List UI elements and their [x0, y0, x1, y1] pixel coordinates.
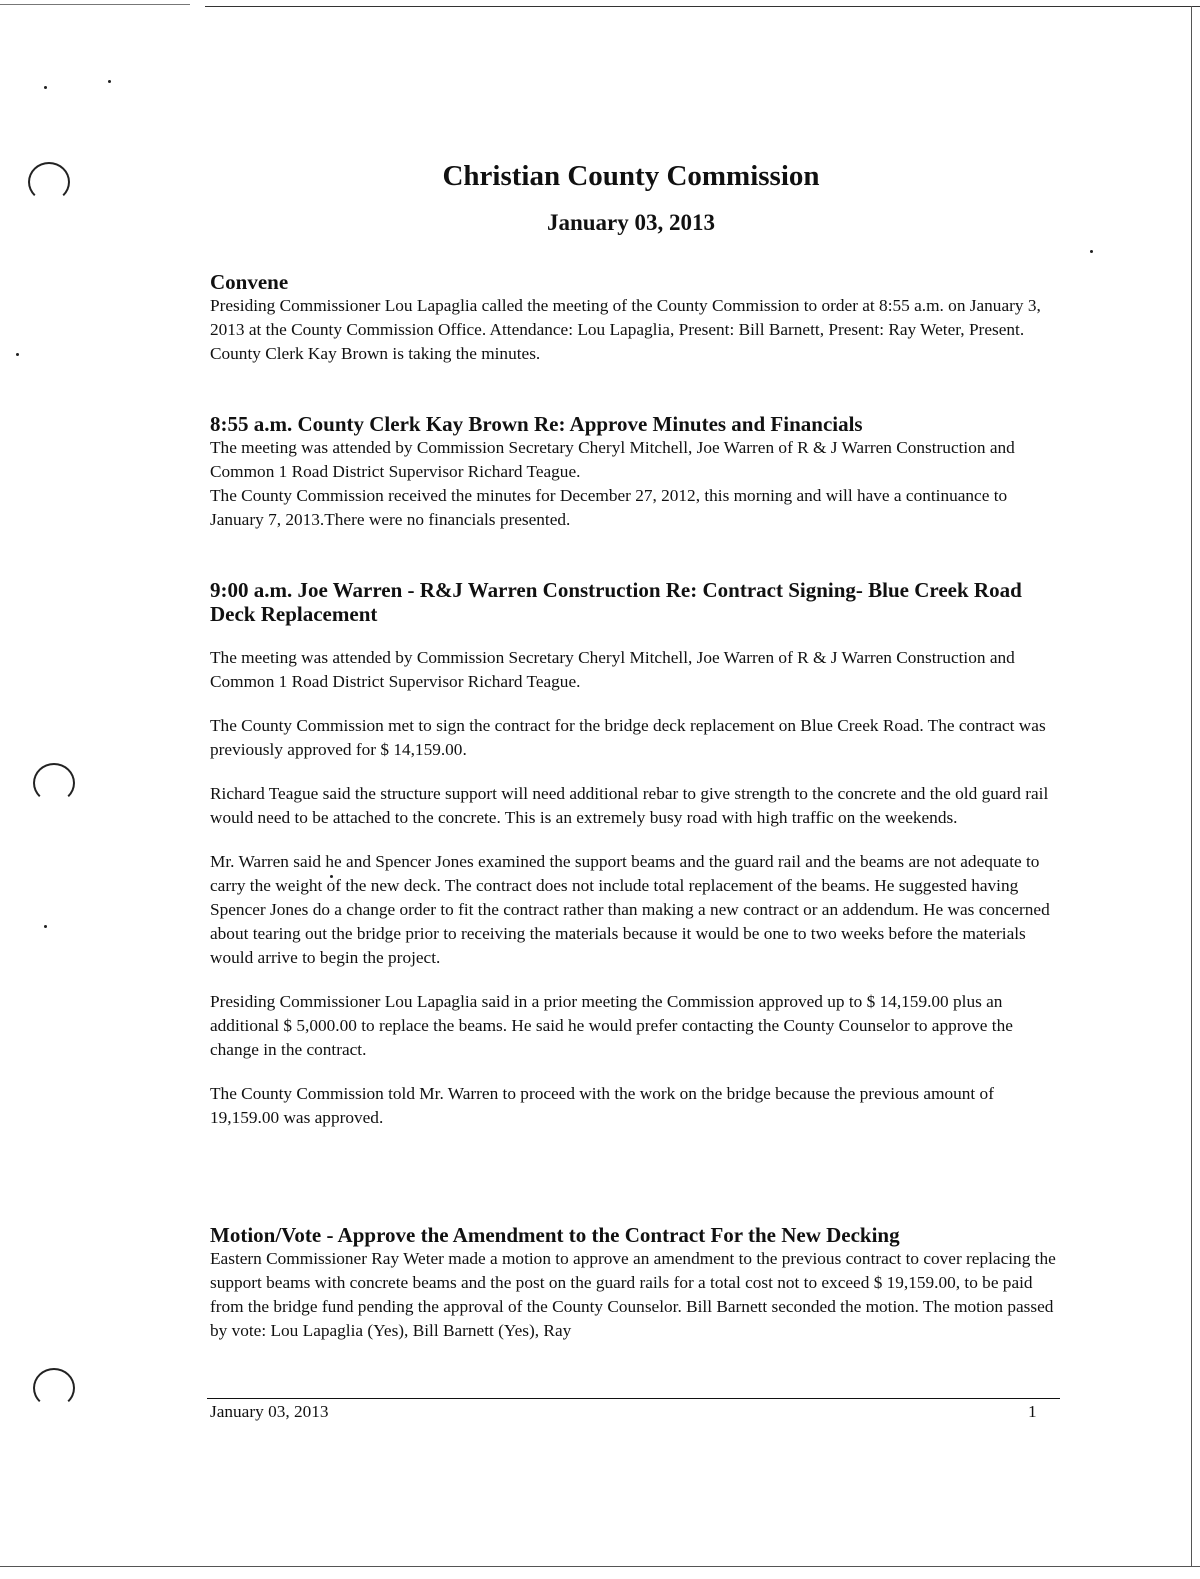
scan-edge-line: [205, 6, 1200, 7]
paragraph: The County Commission told Mr. Warren to proceed with the work on the bridge because the previous amount of 19,159.00 was approved.: [210, 1084, 994, 1127]
footer-date: January 03, 2013: [210, 1402, 329, 1421]
scan-speck: [44, 86, 47, 89]
punch-hole-icon: [33, 763, 75, 803]
scan-speck: [1090, 250, 1093, 253]
scan-edge-line: [0, 1566, 1200, 1567]
minutes-body: [210, 270, 1060, 1343]
paragraph: Mr. Warren said he and Spencer Jones examined the support beams and the guard rail and the beams are not adequate to carry the weight of the new deck. The contract does not include total replacement of the beams. He suggested having Spencer Jones do a change order to fit the contract rather than making a new contract or an addendum. He was concerned about tearing out the bridge prior to receiving the materials because it would be one to two weeks before the materials would arrive to begin the project.: [210, 852, 1050, 967]
section-heading: 9:00 a.m. Joe Warren - R&J Warren Construction Re: Contract Signing- Blue Creek Road Deck Replacement: [210, 578, 1022, 626]
paragraph: Presiding Commissioner Lou Lapaglia called the meeting of the County Commission to order at 8:55 a.m. on January 3, 2013 at the County Commission Office. Attendance: Lou Lapaglia, Present: Bill Barnett, Present: Ray Weter, Present. County Clerk Kay Brown is taking the minutes.: [210, 296, 1041, 363]
document-date: January 03, 2013: [546, 210, 716, 235]
scan-speck: [108, 80, 111, 83]
section-minutes-financials: [210, 412, 1060, 532]
document-title: Christian County Commission: [442, 160, 820, 192]
paragraph: The meeting was attended by Commission Secretary Cheryl Mitchell, Joe Warren of R & J Warren Construction and Common 1 Road District Supervisor Richard Teague.: [210, 648, 1015, 691]
paragraph: Eastern Commissioner Ray Weter made a motion to approve an amendment to the previous contract to cover replacing the support beams with concrete beams and the post on the guard rails for a total cost not to exceed $ 19,159.00, to be paid from the bridge fund pending the approval of the County Counselor. Bill Barnett seconded the motion. The motion passed by vote: Lou Lapaglia (Yes), Bill Barnett (Yes), Ray: [210, 1249, 1056, 1340]
paragraph: The County Commission received the minutes for December 27, 2012, this morning and will have a continuance to January 7, 2013.There were no financials presented.: [210, 486, 1008, 529]
scan-speck: [16, 353, 19, 356]
scan-speck: [44, 925, 47, 928]
section-contract-signing: [210, 578, 1060, 1130]
paragraph: Presiding Commissioner Lou Lapaglia said in a prior meeting the Commission approved up to $ 14,159.00 plus an additional $ 5,000.00 to replace the beams. He said he would prefer contacting the County Counselor to approve the change in the contract.: [210, 992, 1013, 1059]
punch-hole-icon: [33, 1368, 75, 1408]
paragraph: Richard Teague said the structure support will need additional rebar to give strength to the concrete and the old guard rail would need to be attached to the concrete. This is an extremely busy road with high traffic on the weekends.: [210, 784, 1049, 827]
paragraph: The County Commission met to sign the contract for the bridge deck replacement on Blue Creek Road. The contract was previously approved for $ 14,159.00.: [210, 716, 1046, 759]
page-number: 1: [1028, 1402, 1037, 1421]
scan-edge-line: [0, 4, 190, 5]
footer-divider: [207, 1398, 1060, 1399]
section-convene: [210, 270, 1060, 366]
section-motion-vote: [210, 1223, 1060, 1343]
section-heading: Motion/Vote - Approve the Amendment to the Contract For the New Decking: [210, 1223, 900, 1247]
section-heading: 8:55 a.m. County Clerk Kay Brown Re: Approve Minutes and Financials: [210, 412, 863, 436]
scan-edge-line: [1191, 6, 1192, 1566]
section-heading: Convene: [210, 270, 289, 294]
paragraph: The meeting was attended by Commission Secretary Cheryl Mitchell, Joe Warren of R & J Warren Construction and Common 1 Road District Supervisor Richard Teague.: [210, 438, 1015, 481]
